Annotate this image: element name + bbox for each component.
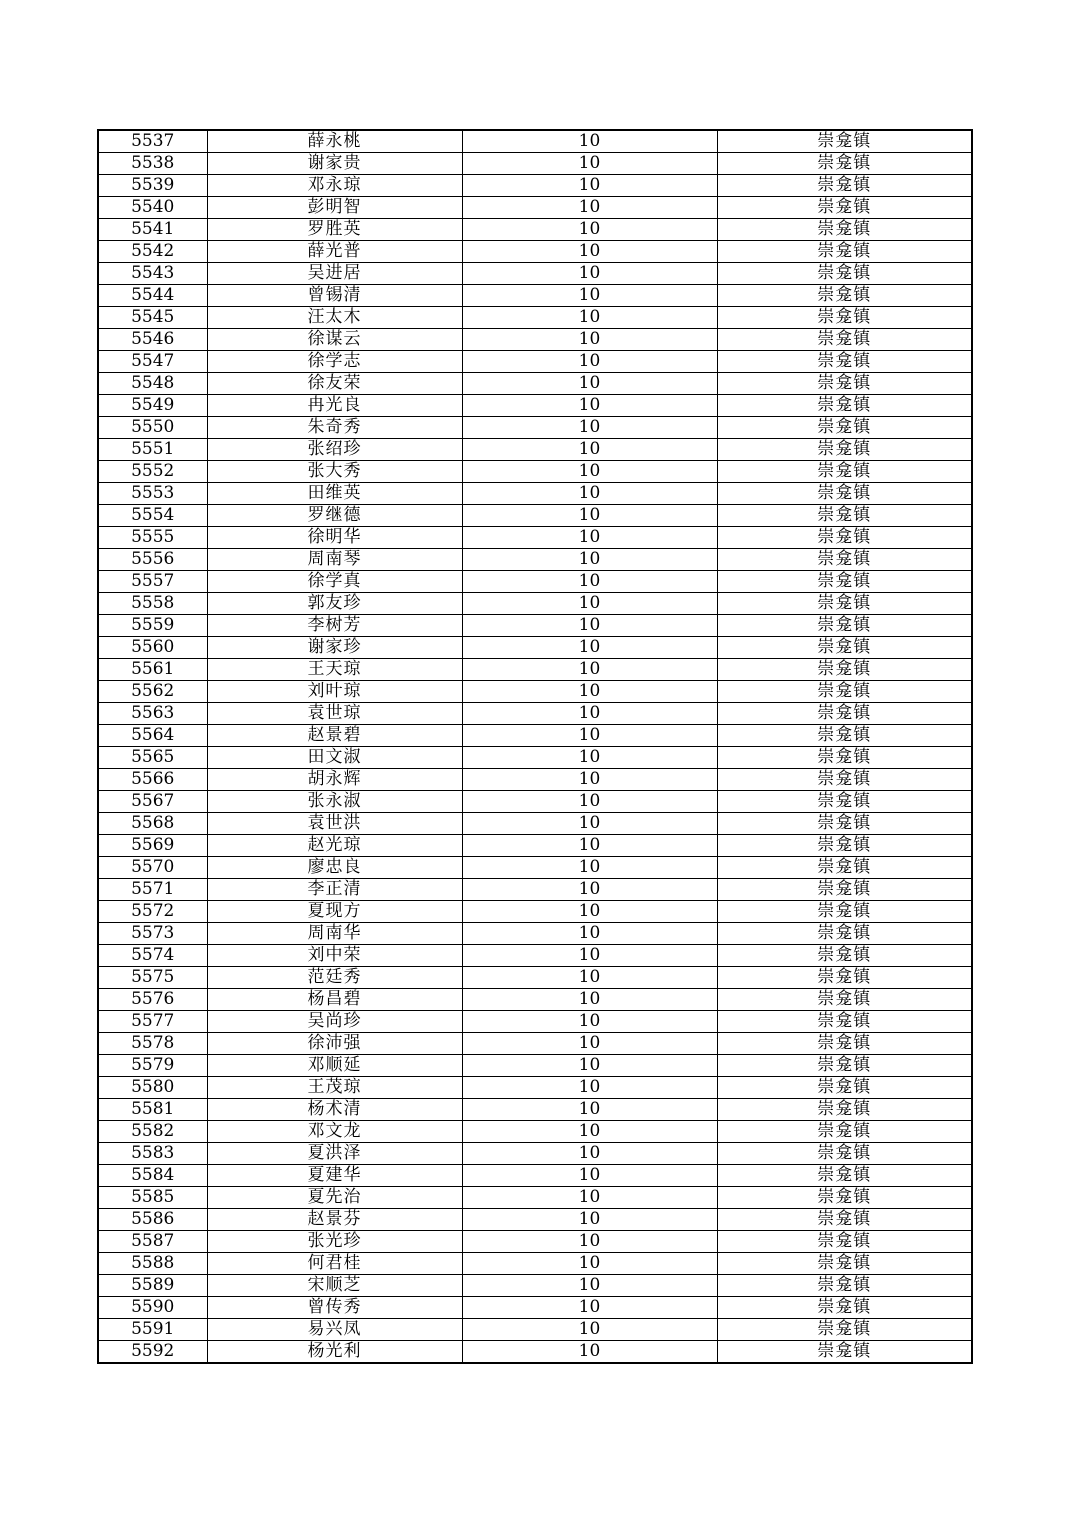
row-number-cell: 5574 [98, 945, 207, 967]
table-row [98, 945, 972, 967]
person-name-cell: 周南琴 [207, 549, 462, 571]
person-name-cell: 张大秀 [207, 461, 462, 483]
row-number-cell: 5540 [98, 197, 207, 219]
amount-cell: 10 [462, 923, 717, 945]
amount-cell: 10 [462, 483, 717, 505]
row-number-cell: 5592 [98, 1341, 207, 1364]
town-cell: 崇龛镇 [717, 835, 972, 857]
town-cell: 崇龛镇 [717, 1033, 972, 1055]
town-cell: 崇龛镇 [717, 879, 972, 901]
row-number-cell: 5555 [98, 527, 207, 549]
person-name-cell: 张绍珍 [207, 439, 462, 461]
town-cell: 崇龛镇 [717, 1077, 972, 1099]
table-row [98, 989, 972, 1011]
row-number-cell: 5565 [98, 747, 207, 769]
town-cell: 崇龛镇 [717, 1011, 972, 1033]
records-table-body [98, 130, 972, 1363]
person-name-cell: 罗继德 [207, 505, 462, 527]
amount-cell: 10 [462, 1099, 717, 1121]
person-name-cell: 罗胜英 [207, 219, 462, 241]
row-number-cell: 5584 [98, 1165, 207, 1187]
table-row [98, 1275, 972, 1297]
table-row [98, 967, 972, 989]
town-cell: 崇龛镇 [717, 527, 972, 549]
town-cell: 崇龛镇 [717, 219, 972, 241]
row-number-cell: 5566 [98, 769, 207, 791]
town-cell: 崇龛镇 [717, 1231, 972, 1253]
row-number-cell: 5585 [98, 1187, 207, 1209]
person-name-cell: 王天琼 [207, 659, 462, 681]
person-name-cell: 袁世洪 [207, 813, 462, 835]
person-name-cell: 刘中荣 [207, 945, 462, 967]
row-number-cell: 5569 [98, 835, 207, 857]
town-cell: 崇龛镇 [717, 329, 972, 351]
row-number-cell: 5576 [98, 989, 207, 1011]
row-number-cell: 5542 [98, 241, 207, 263]
table-row [98, 725, 972, 747]
row-number-cell: 5572 [98, 901, 207, 923]
table-row [98, 747, 972, 769]
town-cell: 崇龛镇 [717, 703, 972, 725]
person-name-cell: 徐谋云 [207, 329, 462, 351]
table-row [98, 791, 972, 813]
person-name-cell: 汪太木 [207, 307, 462, 329]
row-number-cell: 5588 [98, 1253, 207, 1275]
town-cell: 崇龛镇 [717, 1143, 972, 1165]
person-name-cell: 曾锡清 [207, 285, 462, 307]
amount-cell: 10 [462, 439, 717, 461]
table-row [98, 307, 972, 329]
table-row [98, 285, 972, 307]
table-row [98, 461, 972, 483]
town-cell: 崇龛镇 [717, 593, 972, 615]
row-number-cell: 5551 [98, 439, 207, 461]
amount-cell: 10 [462, 219, 717, 241]
amount-cell: 10 [462, 307, 717, 329]
town-cell: 崇龛镇 [717, 505, 972, 527]
row-number-cell: 5554 [98, 505, 207, 527]
amount-cell: 10 [462, 505, 717, 527]
table-row [98, 1341, 972, 1364]
person-name-cell: 夏建华 [207, 1165, 462, 1187]
row-number-cell: 5553 [98, 483, 207, 505]
amount-cell: 10 [462, 329, 717, 351]
row-number-cell: 5546 [98, 329, 207, 351]
amount-cell: 10 [462, 593, 717, 615]
town-cell: 崇龛镇 [717, 285, 972, 307]
person-name-cell: 邓顺延 [207, 1055, 462, 1077]
amount-cell: 10 [462, 1143, 717, 1165]
row-number-cell: 5580 [98, 1077, 207, 1099]
town-cell: 崇龛镇 [717, 989, 972, 1011]
amount-cell: 10 [462, 285, 717, 307]
table-row [98, 263, 972, 285]
amount-cell: 10 [462, 1209, 717, 1231]
table-row [98, 571, 972, 593]
person-name-cell: 赵景芬 [207, 1209, 462, 1231]
row-number-cell: 5541 [98, 219, 207, 241]
row-number-cell: 5538 [98, 153, 207, 175]
person-name-cell: 杨昌碧 [207, 989, 462, 1011]
town-cell: 崇龛镇 [717, 901, 972, 923]
person-name-cell: 彭明智 [207, 197, 462, 219]
person-name-cell: 廖忠良 [207, 857, 462, 879]
town-cell: 崇龛镇 [717, 1165, 972, 1187]
row-number-cell: 5544 [98, 285, 207, 307]
town-cell: 崇龛镇 [717, 725, 972, 747]
amount-cell: 10 [462, 1077, 717, 1099]
person-name-cell: 徐明华 [207, 527, 462, 549]
person-name-cell: 谢家贵 [207, 153, 462, 175]
table-row [98, 1099, 972, 1121]
town-cell: 崇龛镇 [717, 1253, 972, 1275]
table-row [98, 659, 972, 681]
person-name-cell: 袁世琼 [207, 703, 462, 725]
town-cell: 崇龛镇 [717, 373, 972, 395]
person-name-cell: 田文淑 [207, 747, 462, 769]
table-row [98, 175, 972, 197]
row-number-cell: 5582 [98, 1121, 207, 1143]
person-name-cell: 冉光良 [207, 395, 462, 417]
amount-cell: 10 [462, 967, 717, 989]
person-name-cell: 邓永琼 [207, 175, 462, 197]
row-number-cell: 5557 [98, 571, 207, 593]
amount-cell: 10 [462, 461, 717, 483]
amount-cell: 10 [462, 1253, 717, 1275]
town-cell: 崇龛镇 [717, 791, 972, 813]
table-row [98, 1055, 972, 1077]
person-name-cell: 吴进居 [207, 263, 462, 285]
town-cell: 崇龛镇 [717, 351, 972, 373]
amount-cell: 10 [462, 395, 717, 417]
town-cell: 崇龛镇 [717, 659, 972, 681]
table-row [98, 1033, 972, 1055]
row-number-cell: 5567 [98, 791, 207, 813]
table-row [98, 197, 972, 219]
town-cell: 崇龛镇 [717, 1187, 972, 1209]
town-cell: 崇龛镇 [717, 967, 972, 989]
town-cell: 崇龛镇 [717, 549, 972, 571]
amount-cell: 10 [462, 703, 717, 725]
town-cell: 崇龛镇 [717, 417, 972, 439]
row-number-cell: 5579 [98, 1055, 207, 1077]
person-name-cell: 刘叶琼 [207, 681, 462, 703]
amount-cell: 10 [462, 417, 717, 439]
amount-cell: 10 [462, 1121, 717, 1143]
row-number-cell: 5543 [98, 263, 207, 285]
person-name-cell: 夏洪泽 [207, 1143, 462, 1165]
amount-cell: 10 [462, 1231, 717, 1253]
town-cell: 崇龛镇 [717, 813, 972, 835]
town-cell: 崇龛镇 [717, 1297, 972, 1319]
amount-cell: 10 [462, 1187, 717, 1209]
amount-cell: 10 [462, 1055, 717, 1077]
town-cell: 崇龛镇 [717, 241, 972, 263]
table-row [98, 1165, 972, 1187]
amount-cell: 10 [462, 197, 717, 219]
amount-cell: 10 [462, 659, 717, 681]
amount-cell: 10 [462, 879, 717, 901]
table-row [98, 681, 972, 703]
table-row [98, 439, 972, 461]
row-number-cell: 5549 [98, 395, 207, 417]
row-number-cell: 5559 [98, 615, 207, 637]
amount-cell: 10 [462, 1297, 717, 1319]
amount-cell: 10 [462, 945, 717, 967]
table-row [98, 505, 972, 527]
table-row [98, 1077, 972, 1099]
person-name-cell: 周南华 [207, 923, 462, 945]
town-cell: 崇龛镇 [717, 175, 972, 197]
row-number-cell: 5577 [98, 1011, 207, 1033]
table-row [98, 615, 972, 637]
amount-cell: 10 [462, 681, 717, 703]
person-name-cell: 张光珍 [207, 1231, 462, 1253]
town-cell: 崇龛镇 [717, 395, 972, 417]
amount-cell: 10 [462, 747, 717, 769]
row-number-cell: 5591 [98, 1319, 207, 1341]
table-row [98, 1011, 972, 1033]
row-number-cell: 5539 [98, 175, 207, 197]
table-row [98, 923, 972, 945]
person-name-cell: 吴尚珍 [207, 1011, 462, 1033]
town-cell: 崇龛镇 [717, 307, 972, 329]
amount-cell: 10 [462, 835, 717, 857]
person-name-cell: 薛永桃 [207, 130, 462, 153]
table-row [98, 1209, 972, 1231]
table-row [98, 549, 972, 571]
person-name-cell: 曾传秀 [207, 1297, 462, 1319]
person-name-cell: 杨术清 [207, 1099, 462, 1121]
amount-cell: 10 [462, 901, 717, 923]
person-name-cell: 徐友荣 [207, 373, 462, 395]
town-cell: 崇龛镇 [717, 637, 972, 659]
person-name-cell: 赵光琼 [207, 835, 462, 857]
town-cell: 崇龛镇 [717, 153, 972, 175]
amount-cell: 10 [462, 725, 717, 747]
table-row [98, 395, 972, 417]
person-name-cell: 田维英 [207, 483, 462, 505]
table-row [98, 1297, 972, 1319]
person-name-cell: 李树芳 [207, 615, 462, 637]
town-cell: 崇龛镇 [717, 1319, 972, 1341]
row-number-cell: 5564 [98, 725, 207, 747]
amount-cell: 10 [462, 527, 717, 549]
row-number-cell: 5561 [98, 659, 207, 681]
row-number-cell: 5560 [98, 637, 207, 659]
person-name-cell: 夏现方 [207, 901, 462, 923]
amount-cell: 10 [462, 130, 717, 153]
table-row [98, 1187, 972, 1209]
table-row [98, 1319, 972, 1341]
amount-cell: 10 [462, 549, 717, 571]
town-cell: 崇龛镇 [717, 1209, 972, 1231]
amount-cell: 10 [462, 791, 717, 813]
person-name-cell: 张永淑 [207, 791, 462, 813]
amount-cell: 10 [462, 241, 717, 263]
town-cell: 崇龛镇 [717, 747, 972, 769]
records-table [97, 129, 973, 1364]
row-number-cell: 5583 [98, 1143, 207, 1165]
person-name-cell: 王茂琼 [207, 1077, 462, 1099]
town-cell: 崇龛镇 [717, 1341, 972, 1364]
town-cell: 崇龛镇 [717, 461, 972, 483]
town-cell: 崇龛镇 [717, 571, 972, 593]
row-number-cell: 5568 [98, 813, 207, 835]
town-cell: 崇龛镇 [717, 263, 972, 285]
table-row [98, 130, 972, 153]
table-row [98, 527, 972, 549]
table-row [98, 417, 972, 439]
row-number-cell: 5589 [98, 1275, 207, 1297]
amount-cell: 10 [462, 153, 717, 175]
row-number-cell: 5575 [98, 967, 207, 989]
amount-cell: 10 [462, 1341, 717, 1364]
amount-cell: 10 [462, 175, 717, 197]
table-row [98, 593, 972, 615]
person-name-cell: 徐学志 [207, 351, 462, 373]
person-name-cell: 何君桂 [207, 1253, 462, 1275]
row-number-cell: 5547 [98, 351, 207, 373]
person-name-cell: 赵景碧 [207, 725, 462, 747]
row-number-cell: 5552 [98, 461, 207, 483]
person-name-cell: 杨光利 [207, 1341, 462, 1364]
table-row [98, 1231, 972, 1253]
row-number-cell: 5550 [98, 417, 207, 439]
table-row [98, 835, 972, 857]
row-number-cell: 5586 [98, 1209, 207, 1231]
person-name-cell: 薛光普 [207, 241, 462, 263]
table-row [98, 219, 972, 241]
table-row [98, 241, 972, 263]
row-number-cell: 5548 [98, 373, 207, 395]
amount-cell: 10 [462, 769, 717, 791]
amount-cell: 10 [462, 989, 717, 1011]
table-row [98, 1121, 972, 1143]
person-name-cell: 范廷秀 [207, 967, 462, 989]
row-number-cell: 5537 [98, 130, 207, 153]
person-name-cell: 李正清 [207, 879, 462, 901]
row-number-cell: 5578 [98, 1033, 207, 1055]
amount-cell: 10 [462, 263, 717, 285]
town-cell: 崇龛镇 [717, 1275, 972, 1297]
person-name-cell: 胡永辉 [207, 769, 462, 791]
table-row [98, 857, 972, 879]
person-name-cell: 徐沛强 [207, 1033, 462, 1055]
town-cell: 崇龛镇 [717, 681, 972, 703]
amount-cell: 10 [462, 857, 717, 879]
amount-cell: 10 [462, 571, 717, 593]
row-number-cell: 5570 [98, 857, 207, 879]
town-cell: 崇龛镇 [717, 615, 972, 637]
town-cell: 崇龛镇 [717, 769, 972, 791]
row-number-cell: 5573 [98, 923, 207, 945]
table-row [98, 769, 972, 791]
table-row [98, 351, 972, 373]
row-number-cell: 5563 [98, 703, 207, 725]
amount-cell: 10 [462, 813, 717, 835]
town-cell: 崇龛镇 [717, 130, 972, 153]
amount-cell: 10 [462, 351, 717, 373]
person-name-cell: 郭友珍 [207, 593, 462, 615]
row-number-cell: 5562 [98, 681, 207, 703]
row-number-cell: 5590 [98, 1297, 207, 1319]
person-name-cell: 宋顺芝 [207, 1275, 462, 1297]
town-cell: 崇龛镇 [717, 483, 972, 505]
amount-cell: 10 [462, 1011, 717, 1033]
table-row [98, 703, 972, 725]
table-row [98, 813, 972, 835]
amount-cell: 10 [462, 373, 717, 395]
amount-cell: 10 [462, 1165, 717, 1187]
person-name-cell: 徐学真 [207, 571, 462, 593]
person-name-cell: 朱奇秀 [207, 417, 462, 439]
town-cell: 崇龛镇 [717, 923, 972, 945]
table-row [98, 373, 972, 395]
person-name-cell: 夏先治 [207, 1187, 462, 1209]
town-cell: 崇龛镇 [717, 1099, 972, 1121]
town-cell: 崇龛镇 [717, 945, 972, 967]
table-row [98, 153, 972, 175]
amount-cell: 10 [462, 637, 717, 659]
town-cell: 崇龛镇 [717, 857, 972, 879]
row-number-cell: 5571 [98, 879, 207, 901]
person-name-cell: 邓文龙 [207, 1121, 462, 1143]
table-row [98, 1143, 972, 1165]
person-name-cell: 易兴凤 [207, 1319, 462, 1341]
town-cell: 崇龛镇 [717, 1055, 972, 1077]
town-cell: 崇龛镇 [717, 197, 972, 219]
row-number-cell: 5587 [98, 1231, 207, 1253]
table-row [98, 1253, 972, 1275]
amount-cell: 10 [462, 615, 717, 637]
amount-cell: 10 [462, 1275, 717, 1297]
table-row [98, 901, 972, 923]
row-number-cell: 5558 [98, 593, 207, 615]
table-row [98, 879, 972, 901]
row-number-cell: 5556 [98, 549, 207, 571]
town-cell: 崇龛镇 [717, 439, 972, 461]
table-row [98, 637, 972, 659]
row-number-cell: 5545 [98, 307, 207, 329]
person-name-cell: 谢家珍 [207, 637, 462, 659]
table-row [98, 483, 972, 505]
table-row [98, 329, 972, 351]
amount-cell: 10 [462, 1319, 717, 1341]
amount-cell: 10 [462, 1033, 717, 1055]
row-number-cell: 5581 [98, 1099, 207, 1121]
town-cell: 崇龛镇 [717, 1121, 972, 1143]
